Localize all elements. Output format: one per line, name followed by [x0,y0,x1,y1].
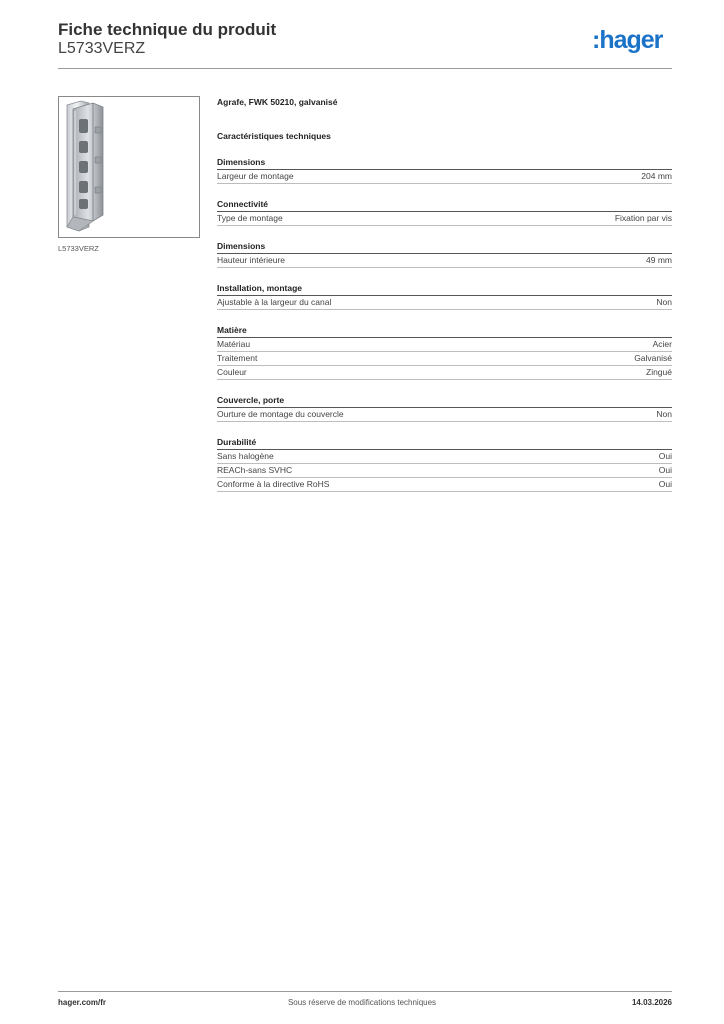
spec-row [217,338,672,352]
mounting-bracket-icon [59,97,199,237]
spec-label: Ourture de montage du couvercle [217,409,344,419]
spec-section [217,156,672,184]
spec-label: Couleur [217,367,247,377]
page-title: Fiche technique du produit [58,20,277,39]
product-image [58,96,200,238]
spec-label: Conforme à la directive RoHS [217,479,330,489]
spec-section [217,198,672,226]
spec-value: Non [656,409,672,419]
spec-value: Oui [658,451,672,461]
hager-logo [592,26,674,54]
spec-row [217,464,672,478]
spec-value: Oui [658,479,672,489]
spec-value: Zingué [646,367,672,377]
section-title: Dimensions [217,156,672,170]
spec-value: 49 mm [646,255,672,265]
footer-divider [58,991,672,992]
spec-row [217,478,672,492]
section-title: Dimensions [217,240,672,254]
spec-section [217,394,672,422]
spec-label: Type de montage [217,213,283,223]
spec-section [217,240,672,268]
spec-value: Galvanisé [634,353,672,363]
section-title: Connectivité [217,198,672,212]
spec-value: Fixation par vis [614,213,672,223]
svg-text::hager: :hager [592,26,663,54]
product-title: Agrafe, FWK 50210, galvanisé [217,97,338,107]
specs-heading: Caractéristiques techniques [217,131,331,141]
spec-label: REACh-sans SVHC [217,465,293,475]
spec-row [217,212,672,226]
spec-label: Matériau [217,339,251,349]
spec-label: Hauteur intérieure [217,255,286,265]
product-reference: L5733VERZ [58,40,146,57]
image-caption: L5733VERZ [58,244,99,253]
spec-label: Sans halogène [217,451,274,461]
section-title: Matière [217,324,672,338]
spec-section [217,282,672,310]
spec-value: Acier [652,339,672,349]
spec-value: Non [656,297,672,307]
spec-content [217,96,672,492]
spec-section [217,436,672,492]
section-title: Installation, montage [217,282,672,296]
footer-website-link[interactable]: hager.com/fr [58,998,107,1007]
spec-row [217,296,672,310]
spec-label: Ajustable à la largeur du canal [217,297,332,307]
header-divider [58,68,672,69]
footer-date: 14.03.2026 [631,998,672,1007]
spec-section [217,324,672,380]
footer-notice: Sous réserve de modifications techniques [287,998,437,1007]
spec-label: Traitement [217,353,258,363]
spec-row [217,450,672,464]
section-title: Couvercle, porte [217,394,672,408]
section-title: Durabilité [217,436,672,450]
spec-value: 204 mm [641,171,672,181]
spec-row [217,366,672,380]
spec-row [217,254,672,268]
spec-label: Largeur de montage [217,171,294,181]
spec-row [217,170,672,184]
spec-row [217,352,672,366]
spec-value: Oui [658,465,672,475]
spec-row [217,408,672,422]
